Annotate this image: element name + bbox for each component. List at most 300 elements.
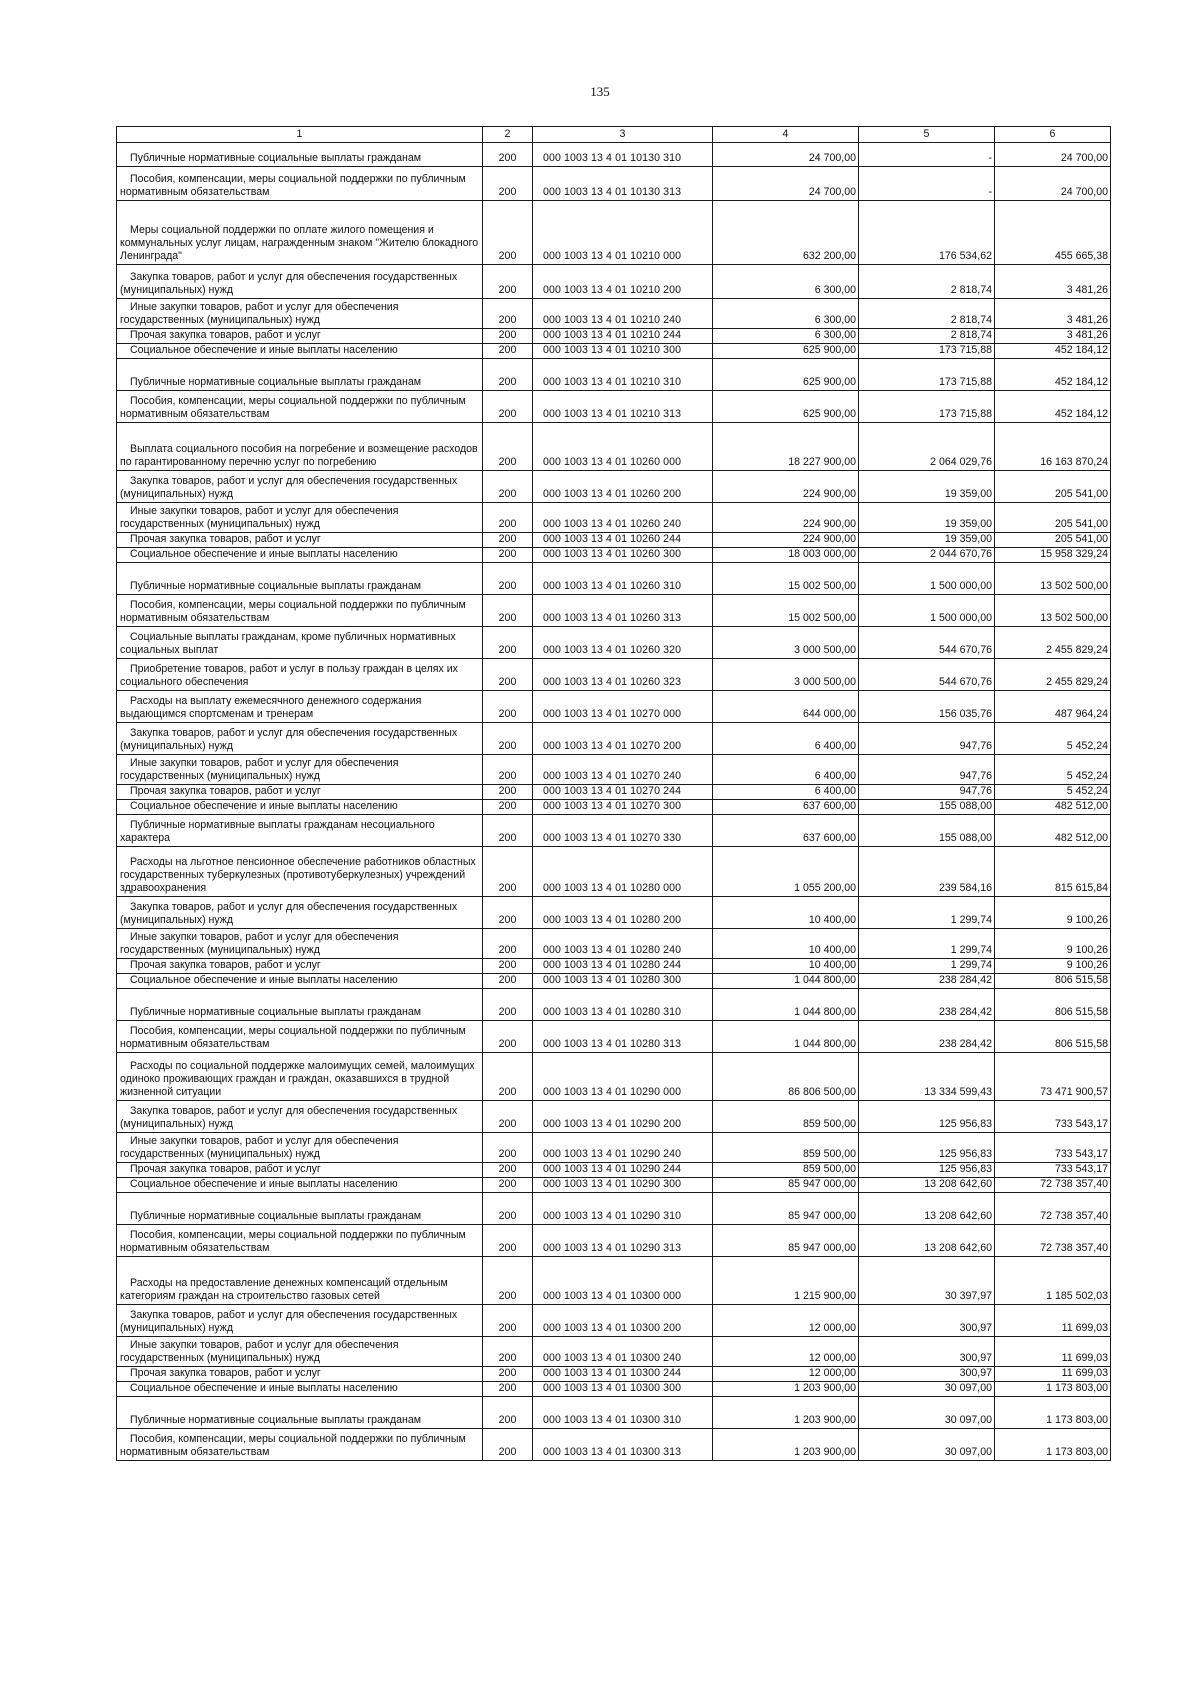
row-executed-amount-cell: 544 670,76	[859, 659, 995, 691]
row-name-text: Публичные нормативные социальные выплаты гражданам	[130, 1414, 422, 1426]
table-row	[117, 167, 1111, 201]
row-admin-code-cell: 200	[483, 785, 533, 800]
row-classification-code-cell: 000 1003 13 4 01 10270 000	[533, 691, 713, 723]
row-name-cell	[117, 1337, 483, 1367]
row-classification-code-cell: 000 1003 13 4 01 10270 240	[533, 755, 713, 785]
row-executed-amount-cell: 1 500 000,00	[859, 563, 995, 595]
row-approved-amount-cell: 15 002 500,00	[713, 595, 859, 627]
table-row	[117, 391, 1111, 423]
row-name-text: Пособия, компенсации, меры социальной поддержки по публичным нормативным обязательствам	[120, 1025, 466, 1050]
row-admin-code-cell: 200	[483, 471, 533, 503]
row-name-cell	[117, 1429, 483, 1461]
row-admin-code-cell: 200	[483, 329, 533, 344]
row-executed-amount-cell: 125 956,83	[859, 1163, 995, 1178]
row-name-text: Прочая закупка товаров, работ и услуг	[130, 959, 321, 971]
row-admin-code-cell: 200	[483, 815, 533, 847]
row-executed-amount-cell: 173 715,88	[859, 344, 995, 359]
row-approved-amount-cell: 625 900,00	[713, 344, 859, 359]
row-name-text: Иные закупки товаров, работ и услуг для обеспечения государственных (муниципальных) нужд	[120, 757, 399, 782]
row-classification-code-cell: 000 1003 13 4 01 10260 240	[533, 503, 713, 533]
row-name-text: Прочая закупка товаров, работ и услуг	[130, 329, 321, 341]
row-name-cell	[117, 847, 483, 897]
row-classification-code-cell: 000 1003 13 4 01 10300 200	[533, 1305, 713, 1337]
row-classification-code-cell: 000 1003 13 4 01 10300 000	[533, 1257, 713, 1305]
row-executed-amount-cell: 13 208 642,60	[859, 1178, 995, 1193]
row-name-text: Выплата социального пособия на погребение и возмещение расходов по гарантированному перечню услуг по погребению	[120, 443, 478, 468]
row-classification-code-cell: 000 1003 13 4 01 10270 300	[533, 800, 713, 815]
row-name-text: Закупка товаров, работ и услуг для обеспечения государственных (муниципальных) нужд	[120, 727, 458, 752]
row-unexecuted-amount-cell: 815 615,84	[995, 847, 1111, 897]
column-header: 3	[533, 127, 713, 143]
row-unexecuted-amount-cell: 452 184,12	[995, 359, 1111, 391]
row-approved-amount-cell: 859 500,00	[713, 1163, 859, 1178]
row-name-text: Публичные нормативные социальные выплаты гражданам	[130, 1006, 422, 1018]
row-classification-code-cell: 000 1003 13 4 01 10260 244	[533, 533, 713, 548]
row-name-cell	[117, 785, 483, 800]
row-name-cell	[117, 974, 483, 989]
row-name-cell	[117, 359, 483, 391]
table-row	[117, 548, 1111, 563]
row-name-cell	[117, 265, 483, 299]
table-row	[117, 1367, 1111, 1382]
row-classification-code-cell: 000 1003 13 4 01 10210 244	[533, 329, 713, 344]
row-classification-code-cell: 000 1003 13 4 01 10210 200	[533, 265, 713, 299]
table-row	[117, 563, 1111, 595]
column-header: 2	[483, 127, 533, 143]
table-row	[117, 423, 1111, 471]
row-unexecuted-amount-cell: 72 738 357,40	[995, 1178, 1111, 1193]
row-approved-amount-cell: 1 044 800,00	[713, 1021, 859, 1053]
row-name-cell	[117, 1397, 483, 1429]
row-name-text: Закупка товаров, работ и услуг для обеспечения государственных (муниципальных) нужд	[120, 271, 458, 296]
row-executed-amount-cell: 238 284,42	[859, 974, 995, 989]
row-unexecuted-amount-cell: 9 100,26	[995, 959, 1111, 974]
row-unexecuted-amount-cell: 2 455 829,24	[995, 627, 1111, 659]
row-approved-amount-cell: 6 300,00	[713, 265, 859, 299]
row-executed-amount-cell: 19 359,00	[859, 503, 995, 533]
row-approved-amount-cell: 1 044 800,00	[713, 989, 859, 1021]
row-executed-amount-cell: 300,97	[859, 1337, 995, 1367]
row-unexecuted-amount-cell: 733 543,17	[995, 1101, 1111, 1133]
page-number: 135	[590, 84, 610, 99]
row-classification-code-cell: 000 1003 13 4 01 10130 310	[533, 143, 713, 167]
row-classification-code-cell: 000 1003 13 4 01 10300 313	[533, 1429, 713, 1461]
row-unexecuted-amount-cell: 13 502 500,00	[995, 563, 1111, 595]
row-executed-amount-cell: 155 088,00	[859, 815, 995, 847]
row-approved-amount-cell: 3 000 500,00	[713, 627, 859, 659]
table-row	[117, 627, 1111, 659]
row-name-cell	[117, 1257, 483, 1305]
table-row	[117, 1101, 1111, 1133]
table-row	[117, 344, 1111, 359]
row-name-cell	[117, 344, 483, 359]
row-name-text: Иные закупки товаров, работ и услуг для обеспечения государственных (муниципальных) нужд	[120, 931, 399, 956]
row-classification-code-cell: 000 1003 13 4 01 10280 313	[533, 1021, 713, 1053]
row-admin-code-cell: 200	[483, 1382, 533, 1397]
row-name-cell	[117, 1133, 483, 1163]
row-admin-code-cell: 200	[483, 1257, 533, 1305]
row-approved-amount-cell: 625 900,00	[713, 391, 859, 423]
row-name-cell	[117, 1225, 483, 1257]
row-name-text: Публичные нормативные социальные выплаты гражданам	[130, 152, 422, 164]
row-name-cell	[117, 691, 483, 723]
row-executed-amount-cell: 155 088,00	[859, 800, 995, 815]
table-row	[117, 1397, 1111, 1429]
row-approved-amount-cell: 859 500,00	[713, 1101, 859, 1133]
row-admin-code-cell: 200	[483, 1101, 533, 1133]
table-row	[117, 1225, 1111, 1257]
row-classification-code-cell: 000 1003 13 4 01 10290 240	[533, 1133, 713, 1163]
row-approved-amount-cell: 644 000,00	[713, 691, 859, 723]
row-admin-code-cell: 200	[483, 595, 533, 627]
table-row	[117, 723, 1111, 755]
table-row	[117, 989, 1111, 1021]
row-executed-amount-cell: 239 584,16	[859, 847, 995, 897]
row-name-text: Пособия, компенсации, меры социальной поддержки по публичным нормативным обязательствам	[120, 599, 466, 624]
row-name-cell	[117, 659, 483, 691]
row-unexecuted-amount-cell: 806 515,58	[995, 974, 1111, 989]
row-admin-code-cell: 200	[483, 847, 533, 897]
row-name-text: Социальное обеспечение и иные выплаты населению	[130, 800, 398, 812]
row-unexecuted-amount-cell: 733 543,17	[995, 1133, 1111, 1163]
row-name-cell	[117, 391, 483, 423]
row-admin-code-cell: 200	[483, 1429, 533, 1461]
row-unexecuted-amount-cell: 72 738 357,40	[995, 1193, 1111, 1225]
row-admin-code-cell: 200	[483, 974, 533, 989]
row-name-cell	[117, 201, 483, 265]
row-classification-code-cell: 000 1003 13 4 01 10280 244	[533, 959, 713, 974]
row-name-cell	[117, 929, 483, 959]
table-row	[117, 201, 1111, 265]
table-row	[117, 800, 1111, 815]
row-approved-amount-cell: 85 947 000,00	[713, 1178, 859, 1193]
row-classification-code-cell: 000 1003 13 4 01 10300 300	[533, 1382, 713, 1397]
row-approved-amount-cell: 1 044 800,00	[713, 974, 859, 989]
row-approved-amount-cell: 859 500,00	[713, 1133, 859, 1163]
row-unexecuted-amount-cell: 205 541,00	[995, 471, 1111, 503]
table-row	[117, 959, 1111, 974]
row-name-text: Иные закупки товаров, работ и услуг для обеспечения государственных (муниципальных) нужд	[120, 1135, 399, 1160]
row-executed-amount-cell: 156 035,76	[859, 691, 995, 723]
row-unexecuted-amount-cell: 13 502 500,00	[995, 595, 1111, 627]
row-name-text: Пособия, компенсации, меры социальной поддержки по публичным нормативным обязательствам	[120, 173, 466, 198]
row-classification-code-cell: 000 1003 13 4 01 10290 313	[533, 1225, 713, 1257]
row-name-text: Иные закупки товаров, работ и услуг для обеспечения государственных (муниципальных) нужд	[120, 1339, 399, 1364]
row-admin-code-cell: 200	[483, 548, 533, 563]
row-executed-amount-cell: 238 284,42	[859, 1021, 995, 1053]
row-executed-amount-cell: -	[859, 143, 995, 167]
table-row	[117, 533, 1111, 548]
row-name-cell	[117, 329, 483, 344]
row-classification-code-cell: 000 1003 13 4 01 10260 310	[533, 563, 713, 595]
row-executed-amount-cell: 947,76	[859, 755, 995, 785]
table-row	[117, 265, 1111, 299]
row-unexecuted-amount-cell: 72 738 357,40	[995, 1225, 1111, 1257]
row-executed-amount-cell: 125 956,83	[859, 1133, 995, 1163]
row-executed-amount-cell: 19 359,00	[859, 533, 995, 548]
row-name-text: Прочая закупка товаров, работ и услуг	[130, 1367, 321, 1379]
table-row	[117, 299, 1111, 329]
table-row	[117, 1337, 1111, 1367]
row-admin-code-cell: 200	[483, 563, 533, 595]
column-header: 1	[117, 127, 483, 143]
table-row	[117, 1021, 1111, 1053]
row-unexecuted-amount-cell: 15 958 329,24	[995, 548, 1111, 563]
row-classification-code-cell: 000 1003 13 4 01 10210 310	[533, 359, 713, 391]
row-executed-amount-cell: 947,76	[859, 785, 995, 800]
row-unexecuted-amount-cell: 205 541,00	[995, 503, 1111, 533]
column-header: 6	[995, 127, 1111, 143]
row-name-text: Закупка товаров, работ и услуг для обеспечения государственных (муниципальных) нужд	[120, 1105, 458, 1130]
table-row	[117, 143, 1111, 167]
row-classification-code-cell: 000 1003 13 4 01 10270 330	[533, 815, 713, 847]
row-name-text: Социальное обеспечение и иные выплаты населению	[130, 974, 398, 986]
row-approved-amount-cell: 3 000 500,00	[713, 659, 859, 691]
row-approved-amount-cell: 224 900,00	[713, 503, 859, 533]
row-name-cell	[117, 533, 483, 548]
table-row	[117, 1305, 1111, 1337]
row-approved-amount-cell: 224 900,00	[713, 471, 859, 503]
row-admin-code-cell: 200	[483, 1178, 533, 1193]
row-name-cell	[117, 299, 483, 329]
row-executed-amount-cell: -	[859, 167, 995, 201]
row-name-cell	[117, 471, 483, 503]
row-admin-code-cell: 200	[483, 533, 533, 548]
row-admin-code-cell: 200	[483, 423, 533, 471]
row-admin-code-cell: 200	[483, 1163, 533, 1178]
table-row	[117, 595, 1111, 627]
row-executed-amount-cell: 1 299,74	[859, 897, 995, 929]
row-approved-amount-cell: 15 002 500,00	[713, 563, 859, 595]
row-approved-amount-cell: 85 947 000,00	[713, 1225, 859, 1257]
row-executed-amount-cell: 30 097,00	[859, 1382, 995, 1397]
row-admin-code-cell: 200	[483, 691, 533, 723]
header-row	[117, 127, 1111, 143]
row-executed-amount-cell: 30 397,97	[859, 1257, 995, 1305]
row-name-cell	[117, 548, 483, 563]
row-admin-code-cell: 200	[483, 755, 533, 785]
row-admin-code-cell: 200	[483, 299, 533, 329]
row-name-cell	[117, 1021, 483, 1053]
row-unexecuted-amount-cell: 73 471 900,57	[995, 1053, 1111, 1101]
row-name-text: Социальное обеспечение и иные выплаты населению	[130, 344, 398, 356]
row-approved-amount-cell: 632 200,00	[713, 201, 859, 265]
row-classification-code-cell: 000 1003 13 4 01 10290 200	[533, 1101, 713, 1133]
table-row	[117, 897, 1111, 929]
row-executed-amount-cell: 176 534,62	[859, 201, 995, 265]
row-unexecuted-amount-cell: 1 173 803,00	[995, 1397, 1111, 1429]
row-approved-amount-cell: 6 400,00	[713, 723, 859, 755]
row-unexecuted-amount-cell: 5 452,24	[995, 755, 1111, 785]
row-unexecuted-amount-cell: 24 700,00	[995, 167, 1111, 201]
row-unexecuted-amount-cell: 806 515,58	[995, 989, 1111, 1021]
row-approved-amount-cell: 1 055 200,00	[713, 847, 859, 897]
row-approved-amount-cell: 637 600,00	[713, 800, 859, 815]
row-admin-code-cell: 200	[483, 959, 533, 974]
row-classification-code-cell: 000 1003 13 4 01 10210 300	[533, 344, 713, 359]
row-admin-code-cell: 200	[483, 659, 533, 691]
row-admin-code-cell: 200	[483, 1337, 533, 1367]
row-approved-amount-cell: 6 400,00	[713, 785, 859, 800]
table-row	[117, 1193, 1111, 1225]
row-name-cell	[117, 755, 483, 785]
row-classification-code-cell: 000 1003 13 4 01 10260 320	[533, 627, 713, 659]
table-row	[117, 1163, 1111, 1178]
row-admin-code-cell: 200	[483, 627, 533, 659]
row-approved-amount-cell: 6 300,00	[713, 329, 859, 344]
table-row	[117, 974, 1111, 989]
row-executed-amount-cell: 30 097,00	[859, 1429, 995, 1461]
row-admin-code-cell: 200	[483, 201, 533, 265]
row-executed-amount-cell: 238 284,42	[859, 989, 995, 1021]
row-name-cell	[117, 1163, 483, 1178]
row-name-text: Расходы на предоставление денежных компенсаций отдельным категориям граждан на строительство газовых сетей	[120, 1277, 448, 1302]
row-name-text: Прочая закупка товаров, работ и услуг	[130, 1163, 321, 1175]
row-admin-code-cell: 200	[483, 800, 533, 815]
row-name-text: Публичные нормативные социальные выплаты гражданам	[130, 376, 422, 388]
row-admin-code-cell: 200	[483, 1133, 533, 1163]
row-name-cell	[117, 627, 483, 659]
row-approved-amount-cell: 12 000,00	[713, 1367, 859, 1382]
row-executed-amount-cell: 2 818,74	[859, 329, 995, 344]
table-row	[117, 1053, 1111, 1101]
row-approved-amount-cell: 1 203 900,00	[713, 1397, 859, 1429]
row-approved-amount-cell: 10 400,00	[713, 897, 859, 929]
row-executed-amount-cell: 2 044 670,76	[859, 548, 995, 563]
row-classification-code-cell: 000 1003 13 4 01 10300 240	[533, 1337, 713, 1367]
row-unexecuted-amount-cell: 11 699,03	[995, 1305, 1111, 1337]
row-unexecuted-amount-cell: 3 481,26	[995, 329, 1111, 344]
row-name-text: Прочая закупка товаров, работ и услуг	[130, 785, 321, 797]
row-name-text: Расходы на выплату ежемесячного денежного содержания выдающимся спортсменам и тренерам	[120, 695, 422, 720]
row-name-text: Пособия, компенсации, меры социальной поддержки по публичным нормативным обязательствам	[120, 1433, 466, 1458]
table-row	[117, 471, 1111, 503]
row-executed-amount-cell: 2 064 029,76	[859, 423, 995, 471]
row-unexecuted-amount-cell: 1 173 803,00	[995, 1429, 1111, 1461]
row-name-cell	[117, 595, 483, 627]
row-name-text: Иные закупки товаров, работ и услуг для обеспечения государственных (муниципальных) нужд	[120, 505, 399, 530]
row-approved-amount-cell: 18 003 000,00	[713, 548, 859, 563]
row-name-text: Социальное обеспечение и иные выплаты населению	[130, 1178, 398, 1190]
row-name-text: Прочая закупка товаров, работ и услуг	[130, 533, 321, 545]
row-unexecuted-amount-cell: 24 700,00	[995, 143, 1111, 167]
row-name-text: Закупка товаров, работ и услуг для обеспечения государственных (муниципальных) нужд	[120, 901, 458, 926]
row-unexecuted-amount-cell: 9 100,26	[995, 897, 1111, 929]
row-executed-amount-cell: 544 670,76	[859, 627, 995, 659]
row-unexecuted-amount-cell: 452 184,12	[995, 391, 1111, 423]
row-name-text: Социальное обеспечение и иные выплаты населению	[130, 1382, 398, 1394]
row-admin-code-cell: 200	[483, 503, 533, 533]
row-name-text: Социальные выплаты гражданам, кроме публичных нормативных социальных выплат	[120, 631, 456, 656]
row-admin-code-cell: 200	[483, 391, 533, 423]
row-name-cell	[117, 423, 483, 471]
row-approved-amount-cell: 1 203 900,00	[713, 1382, 859, 1397]
row-classification-code-cell: 000 1003 13 4 01 10260 323	[533, 659, 713, 691]
row-name-cell	[117, 959, 483, 974]
row-approved-amount-cell: 10 400,00	[713, 959, 859, 974]
row-unexecuted-amount-cell: 16 163 870,24	[995, 423, 1111, 471]
row-classification-code-cell: 000 1003 13 4 01 10270 244	[533, 785, 713, 800]
row-admin-code-cell: 200	[483, 989, 533, 1021]
row-approved-amount-cell: 6 400,00	[713, 755, 859, 785]
row-classification-code-cell: 000 1003 13 4 01 10260 313	[533, 595, 713, 627]
row-name-text: Иные закупки товаров, работ и услуг для обеспечения государственных (муниципальных) нужд	[120, 301, 399, 326]
row-admin-code-cell: 200	[483, 1193, 533, 1225]
table-row	[117, 359, 1111, 391]
row-unexecuted-amount-cell: 806 515,58	[995, 1021, 1111, 1053]
table-row	[117, 755, 1111, 785]
column-header: 5	[859, 127, 995, 143]
row-admin-code-cell: 200	[483, 723, 533, 755]
row-name-text: Пособия, компенсации, меры социальной поддержки по публичным нормативным обязательствам	[120, 395, 466, 420]
row-unexecuted-amount-cell: 5 452,24	[995, 785, 1111, 800]
row-name-text: Публичные нормативные социальные выплаты гражданам	[130, 580, 422, 592]
row-classification-code-cell: 000 1003 13 4 01 10260 200	[533, 471, 713, 503]
row-unexecuted-amount-cell: 11 699,03	[995, 1367, 1111, 1382]
row-classification-code-cell: 000 1003 13 4 01 10280 200	[533, 897, 713, 929]
table-row	[117, 329, 1111, 344]
row-name-text: Пособия, компенсации, меры социальной поддержки по публичным нормативным обязательствам	[120, 1229, 466, 1254]
row-admin-code-cell: 200	[483, 344, 533, 359]
row-name-text: Закупка товаров, работ и услуг для обеспечения государственных (муниципальных) нужд	[120, 1309, 458, 1334]
row-name-text: Публичные нормативные социальные выплаты гражданам	[130, 1210, 422, 1222]
row-executed-amount-cell: 1 500 000,00	[859, 595, 995, 627]
row-approved-amount-cell: 224 900,00	[713, 533, 859, 548]
row-executed-amount-cell: 173 715,88	[859, 391, 995, 423]
row-approved-amount-cell: 1 203 900,00	[713, 1429, 859, 1461]
row-classification-code-cell: 000 1003 13 4 01 10260 000	[533, 423, 713, 471]
table-row	[117, 1382, 1111, 1397]
row-approved-amount-cell: 637 600,00	[713, 815, 859, 847]
row-admin-code-cell: 200	[483, 1225, 533, 1257]
row-admin-code-cell: 200	[483, 143, 533, 167]
row-classification-code-cell: 000 1003 13 4 01 10280 000	[533, 847, 713, 897]
row-name-cell	[117, 800, 483, 815]
row-name-text: Расходы по социальной поддержке малоимущих семей, малоимущих одиноко проживающих граждан и граждан, оказавшихся в трудной жизненной ситуации	[120, 1060, 475, 1098]
row-unexecuted-amount-cell: 455 665,38	[995, 201, 1111, 265]
row-unexecuted-amount-cell: 1 185 502,03	[995, 1257, 1111, 1305]
row-approved-amount-cell: 1 215 900,00	[713, 1257, 859, 1305]
row-name-text: Меры социальной поддержки по оплате жилого помещения и коммунальных услуг лицам, награжденным знаком "Жителю блокадного Ленинграда"	[120, 224, 479, 262]
row-unexecuted-amount-cell: 487 964,24	[995, 691, 1111, 723]
row-classification-code-cell: 000 1003 13 4 01 10130 313	[533, 167, 713, 201]
row-classification-code-cell: 000 1003 13 4 01 10280 300	[533, 974, 713, 989]
row-name-text: Приобретение товаров, работ и услуг в пользу граждан в целях их социального обеспечения	[120, 663, 458, 688]
row-executed-amount-cell: 300,97	[859, 1367, 995, 1382]
row-classification-code-cell: 000 1003 13 4 01 10290 300	[533, 1178, 713, 1193]
row-admin-code-cell: 200	[483, 1305, 533, 1337]
row-classification-code-cell: 000 1003 13 4 01 10280 310	[533, 989, 713, 1021]
row-approved-amount-cell: 24 700,00	[713, 167, 859, 201]
table-row	[117, 1133, 1111, 1163]
row-admin-code-cell: 200	[483, 1397, 533, 1429]
row-name-cell	[117, 143, 483, 167]
table-row	[117, 1178, 1111, 1193]
row-name-cell	[117, 1101, 483, 1133]
row-name-cell	[117, 989, 483, 1021]
row-executed-amount-cell: 13 334 599,43	[859, 1053, 995, 1101]
row-unexecuted-amount-cell: 482 512,00	[995, 815, 1111, 847]
row-name-text: Расходы на льготное пенсионное обеспечение работников областных государственных туберкулезных (противотуберкулезных) учреждений здравоохранения	[120, 856, 476, 894]
row-executed-amount-cell: 13 208 642,60	[859, 1193, 995, 1225]
row-unexecuted-amount-cell: 482 512,00	[995, 800, 1111, 815]
table-row	[117, 659, 1111, 691]
table-row	[117, 785, 1111, 800]
row-unexecuted-amount-cell: 1 173 803,00	[995, 1382, 1111, 1397]
row-executed-amount-cell: 1 299,74	[859, 959, 995, 974]
row-admin-code-cell: 200	[483, 1053, 533, 1101]
row-admin-code-cell: 200	[483, 1021, 533, 1053]
